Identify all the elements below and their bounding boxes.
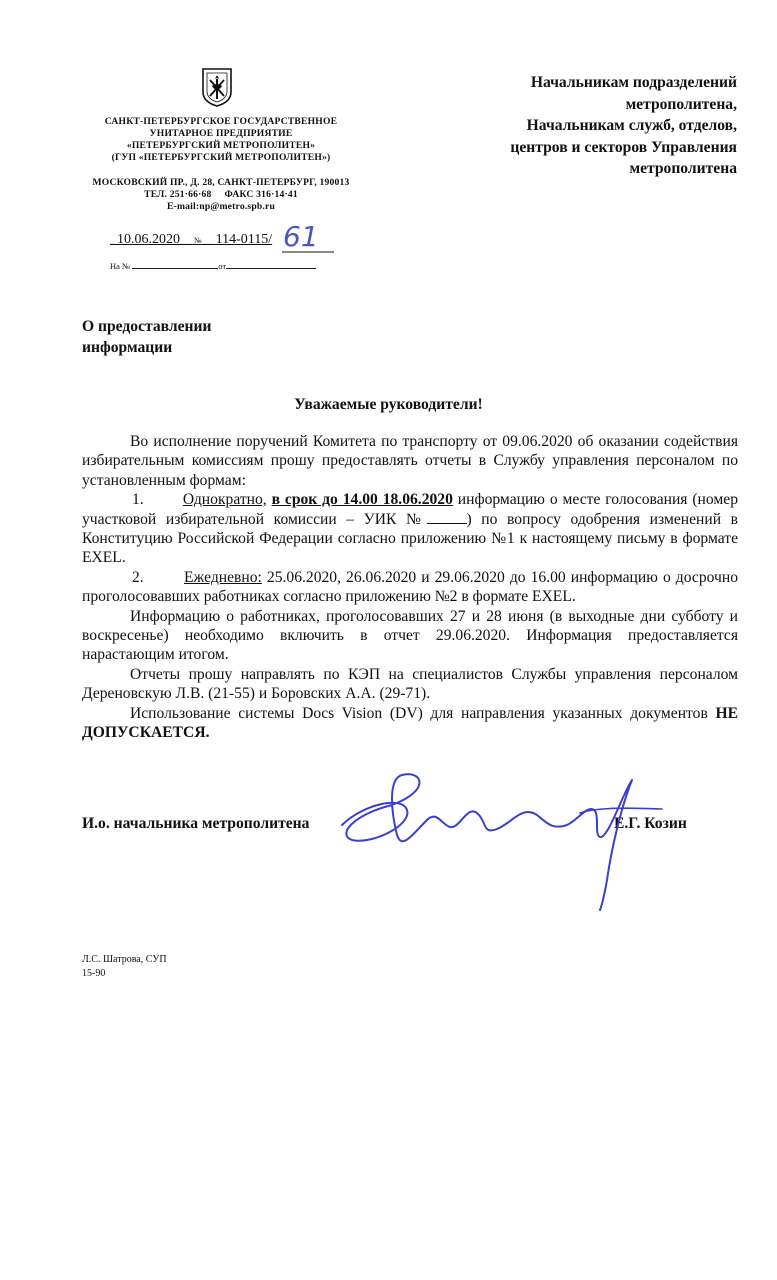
- reg-number: __114-0115/: [201, 232, 273, 247]
- handwritten-underline: [282, 250, 334, 254]
- org-phone-fax: ТЕЛ. 251·66·68 ФАКС 316·14·41: [144, 189, 298, 200]
- reg-date: _10.06.2020__: [110, 232, 194, 247]
- paragraph-intro: Во исполнение поручений Комитета по транспорту от 09.06.2020 об оказании содействия избирательным комиссиям прошу предоставлять отчеты в Службу управления персоналом по установленным формам:: [82, 433, 738, 489]
- reference-line: На № от: [110, 260, 316, 271]
- coat-of-arms-icon: [200, 66, 234, 108]
- salutation: Уважаемые руководители!: [294, 396, 483, 413]
- org-address: МОСКОВСКИЙ ПР., Д. 28, САНКТ-ПЕТЕРБУРГ, 190013: [92, 177, 350, 188]
- org-email: E-mail:np@metro.spb.ru: [166, 201, 276, 212]
- organization-name: САНКТ-ПЕТЕРБУРГСКОЕ ГОСУДАРСТВЕННОЕ УНИТАРНОЕ ПРЕДПРИЯТИЕ «ПЕТЕРБУРГСКИЙ МЕТРОПОЛИТЕН» (ГУП «ПЕТЕРБУРГСКИЙ МЕТРОПОЛИТЕН»): [104, 116, 338, 163]
- paragraph-dv: Использование системы Docs Vision (DV) для направления указанных документов НЕ ДОПУСКАЕТСЯ.: [82, 704, 738, 742]
- executor-info: [82, 953, 167, 981]
- executor-name: Л.С. Шатрова, СУП: [82, 954, 167, 965]
- item-1: 1. Однократно, в срок до 14.00 18.06.2020 информацию о месте голосования (номер участковой избирательной комиссии – УИК № ) по вопросу одобрения изменений в Конституцию Российской Федерации согласно приложению №1 к настоящему письму в формате EXEL.: [82, 491, 738, 567]
- signatory-name: Е.Г. Козин: [614, 815, 687, 832]
- deadline: в срок до 14.00 18.06.2020: [271, 491, 453, 509]
- letter-body: [82, 432, 738, 743]
- addressee-block: Начальникам подразделений метрополитена, Начальникам служб, отделов, центров и секторов Управления метрополитена: [510, 74, 737, 177]
- letter-subject: О предоставлении информации: [82, 318, 212, 356]
- executor-phone: 15-90: [82, 968, 106, 979]
- signatory-title: И.о. начальника метрополитена: [82, 815, 310, 832]
- paragraph-reports: Отчеты прошу направлять по КЭП на специалистов Службы управления персоналом Дереновскую Л.В. (21-55) и Боровских А.А. (29-71).: [82, 665, 738, 703]
- organization-contacts: [86, 177, 356, 213]
- handwritten-signature: [332, 765, 692, 915]
- item-2: 2. Ежедневно: 25.06.2020, 26.06.2020 и 29.06.2020 до 16.00 информацию о досрочно проголосовавших работниках согласно приложению №2 в формате EXEL.: [82, 568, 738, 606]
- paragraph-weekend: Информацию о работниках, проголосовавших 27 и 28 июня (в выходные дни субботу и воскресенье) необходимо включить в отчет 29.06.2020. Информация предоставляется нарастающим итогом.: [82, 607, 738, 664]
- registration-line: _10.06.2020__№__114-0115/: [110, 232, 273, 247]
- handwritten-number: 61: [283, 220, 319, 253]
